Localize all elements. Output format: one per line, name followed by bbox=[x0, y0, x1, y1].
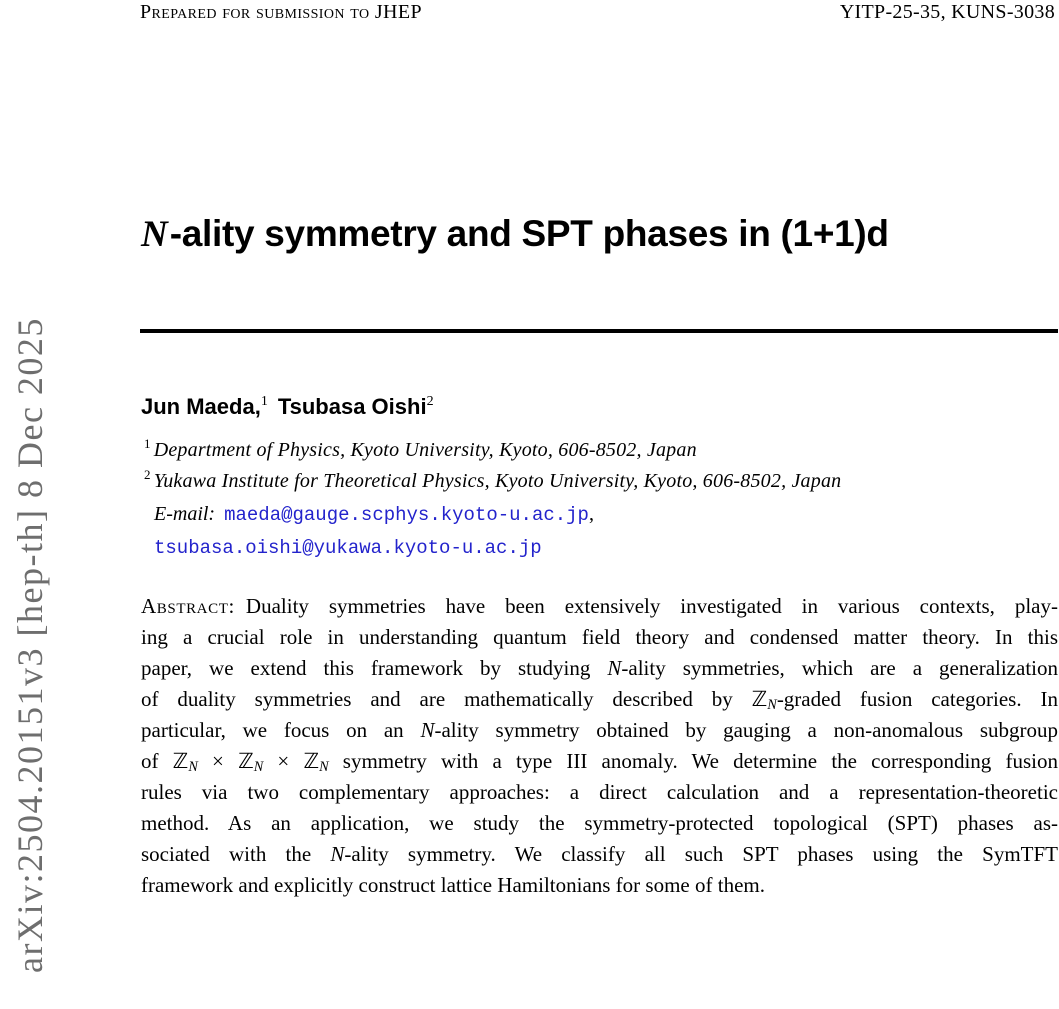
abstract-line: paper, we extend this framework by studying N-ality symmetries, which are a generalization bbox=[141, 656, 1058, 680]
affiliation-list bbox=[144, 436, 841, 498]
email-line bbox=[154, 532, 594, 565]
abstract-line: of duality symmetries and are mathematically described by ℤ$_N$-graded fusion categories. In bbox=[141, 687, 1058, 714]
email-label: E-mail: bbox=[154, 503, 216, 525]
email-block bbox=[154, 499, 594, 564]
abstract-line: particular, we focus on an N-ality symmetry obtained by gauging a non-anomalous subgroup bbox=[141, 718, 1058, 742]
email-link[interactable]: tsubasa.oishi@yukawa.kyoto-u.ac.jp bbox=[154, 536, 542, 559]
report-numbers: YITP-25-35, KUNS-3038 bbox=[839, 1, 1055, 23]
affiliation-line: $^2$ Yukawa Institute for Theoretical Physics, Kyoto University, Kyoto, 606-8502, Japan bbox=[144, 467, 842, 492]
abstract-line: of ℤ$_N$ × ℤ$_N$ × ℤ$_N$ symmetry with a type III anomaly. We determine the corresponding fusion bbox=[141, 749, 1058, 776]
author-name: Tsubasa Oishi$^2$ bbox=[277, 394, 434, 419]
author-affil-marker: 1 bbox=[260, 394, 268, 409]
title-rule bbox=[140, 329, 1058, 333]
author-name: Jun Maeda,$^1$ bbox=[141, 394, 268, 419]
email-separator: , bbox=[588, 503, 594, 525]
abstract-line: sociated with the N-ality symmetry. We classify all such SPT phases using the SymTFT bbox=[141, 842, 1058, 866]
paper-content bbox=[141, 0, 1058, 1009]
abstract-line: ing a crucial role in understanding quantum field theory and condensed matter theory. In this bbox=[141, 625, 1058, 649]
affiliation-marker: 1 bbox=[144, 436, 151, 451]
affiliation-marker: 2 bbox=[144, 467, 151, 482]
submission-note: Prepared for submission to JHEP bbox=[140, 1, 423, 23]
author-affil-marker: 2 bbox=[426, 394, 434, 409]
abstract-block bbox=[141, 591, 1058, 901]
arxiv-stamp: arXiv:2504.20151v3 [hep-th] 8 Dec 2025 bbox=[10, 317, 50, 973]
author-list bbox=[141, 394, 444, 420]
abstract-line: rules via two complementary approaches: a direct calculation and a representation-theoretic bbox=[141, 780, 1058, 804]
email-line bbox=[154, 499, 594, 532]
email-link[interactable]: maeda@gauge.scphys.kyoto-u.ac.jp bbox=[224, 504, 589, 526]
affiliation-line: $^1$ Department of Physics, Kyoto University, Kyoto, 606-8502, Japan bbox=[144, 436, 697, 461]
paper-title: N-ality symmetry and SPT phases in (1+1)d bbox=[141, 213, 889, 255]
abstract-line: Abstract: Duality symmetries have been extensively investigated in various contexts, play- bbox=[141, 594, 1058, 618]
abstract-line: framework and explicitly construct lattice Hamiltonians for some of them. bbox=[141, 873, 765, 897]
abstract-line: method. As an application, we study the symmetry-protected topological (SPT) phases as- bbox=[141, 811, 1058, 835]
abstract-label: Abstract: bbox=[141, 594, 235, 618]
